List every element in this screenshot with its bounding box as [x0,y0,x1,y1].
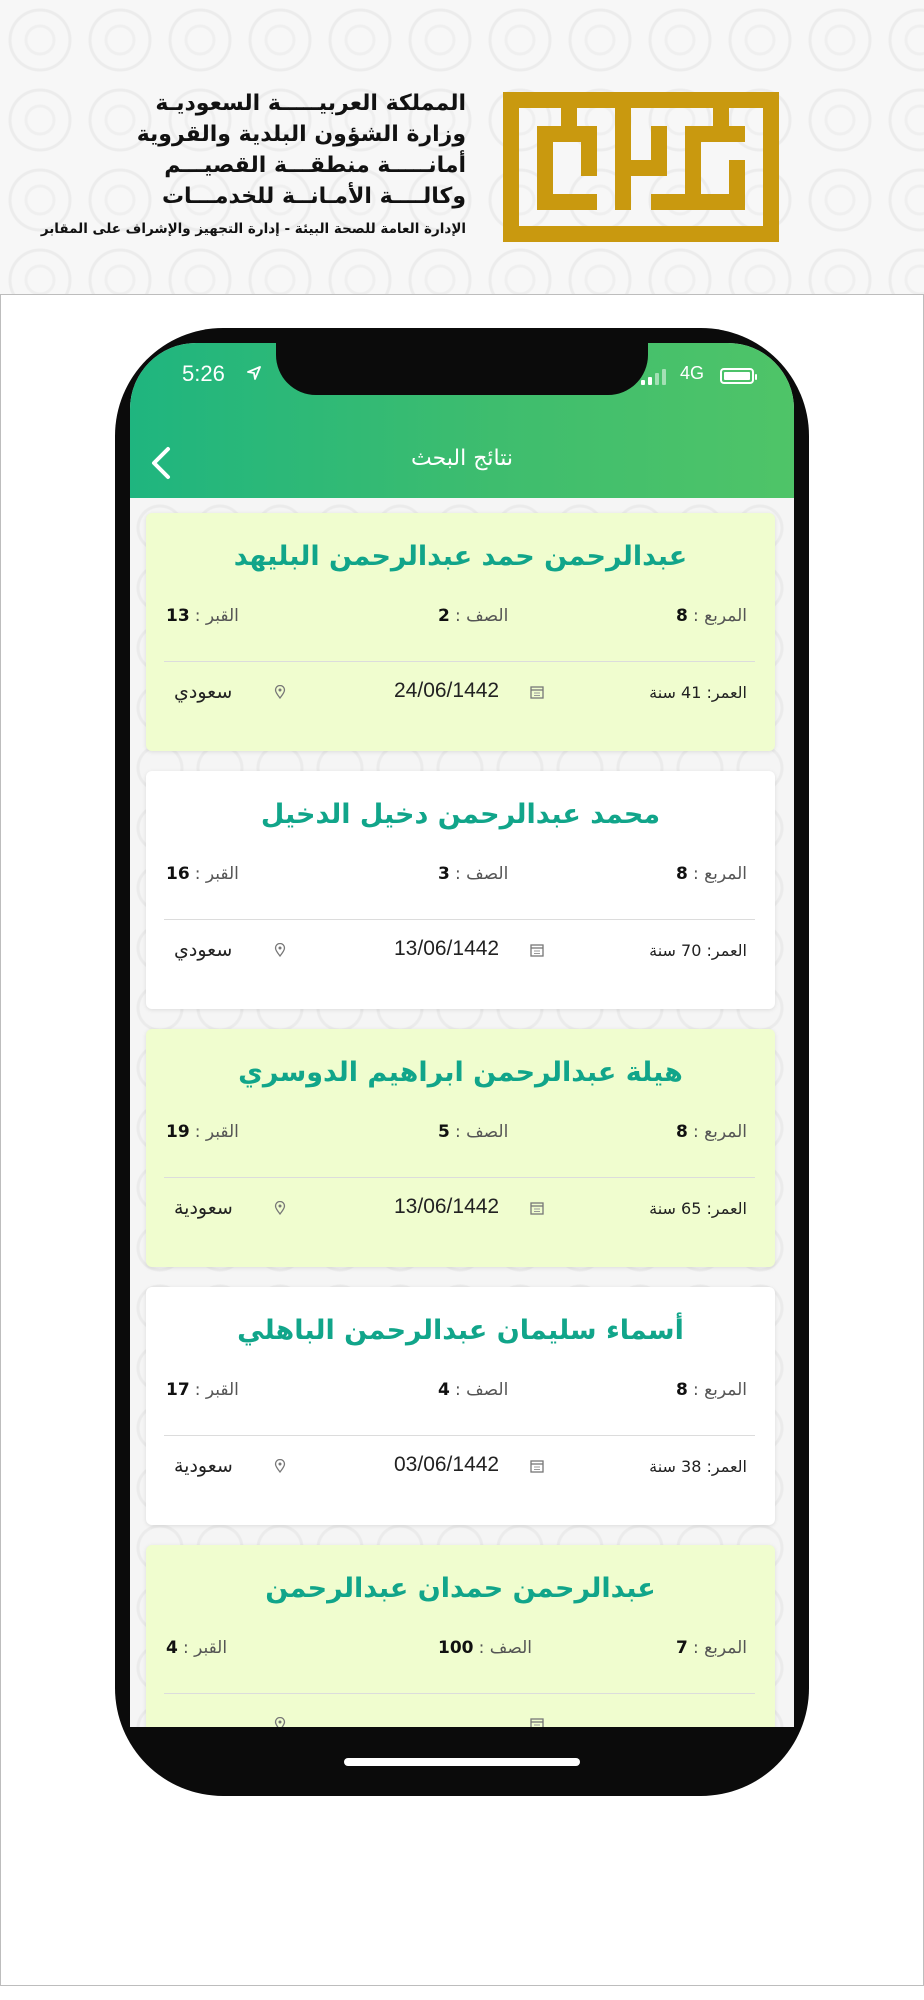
battery-icon [720,368,754,384]
grave-field [166,606,239,626]
block-value: 8 [676,1380,688,1400]
burial-date: 24/06/1442 [394,679,500,702]
block-label: المربع : [692,864,747,884]
block-field [676,864,747,884]
divider [164,1435,755,1436]
grave-label: القبر : [194,864,239,884]
grave-field [166,1380,239,1400]
grave-value: 4 [166,1638,178,1658]
page-title: نتائج البحث [410,446,514,471]
block-label: المربع : [692,1380,747,1400]
details-row [146,675,775,715]
grave-value: 13 [166,606,190,626]
calendar-icon [530,1201,544,1215]
row-label: الصف : [454,1380,509,1400]
row-value: 5 [438,1122,450,1142]
details-row [146,933,775,973]
qassim-logo-icon [503,92,779,242]
deceased-name: محمد عبدالرحمن دخيل الدخيل [260,799,661,830]
grave-label: القبر : [182,1638,228,1658]
header-line-2: وزارة الشؤون البلدية والقروية [136,122,466,147]
location-pin-icon [274,1717,286,1727]
details-row [146,1449,775,1489]
divider [164,1177,755,1178]
row-label: الصف : [454,864,509,884]
block-value: 7 [676,1638,688,1658]
location-arrow-icon [246,365,262,381]
block-field [676,606,747,626]
row-value: 4 [438,1380,450,1400]
grave-value: 17 [166,1380,190,1400]
row-value: 3 [438,864,450,884]
grave-field [166,1122,239,1142]
grave-label: القبر : [194,1380,239,1400]
block-value: 8 [676,606,688,626]
grave-label: القبر : [194,1122,239,1142]
details-row [146,1707,775,1727]
result-card[interactable] [146,1029,775,1267]
block-field [676,1638,747,1658]
location-row [146,1380,775,1410]
block-field [676,1122,747,1142]
location-row [146,1122,775,1152]
header-line-3: أمانـــــة منطقـــة القصيـــم [164,153,466,178]
block-field [676,1380,747,1400]
divider [164,919,755,920]
block-label: المربع : [692,1122,747,1142]
calendar-icon [530,1717,544,1727]
result-card[interactable] [146,771,775,1009]
row-label: الصف : [454,1122,509,1142]
network-type: 4G [680,363,705,383]
deceased-name: هيلة عبدالرحمن ابراهيم الدوسري [238,1057,683,1088]
signal-icon [641,369,671,385]
app-bar [130,343,794,498]
row-field [438,1380,508,1400]
row-field [438,1122,508,1142]
nationality-text: سعودي [174,681,233,703]
age-text: العمر: 38 سنة [649,1457,747,1476]
row-label: الصف : [478,1638,532,1658]
grave-value: 19 [166,1122,190,1142]
header-text [40,88,466,242]
row-value: 2 [438,606,450,626]
burial-date: 03/06/1442 [394,1453,500,1476]
row-value: 100 [438,1638,474,1658]
row-field [438,606,508,626]
location-pin-icon [274,1201,286,1215]
block-label: المربع : [692,606,747,626]
age-text: العمر: 65 سنة [649,1199,747,1218]
header-subline: الإدارة العامة للصحة البيئة - إدارة التجهيز والإشراف على المقابر [40,221,466,237]
block-label: المربع : [692,1638,747,1658]
app-screen [130,343,794,1727]
grave-value: 16 [166,864,190,884]
result-card[interactable] [146,513,775,751]
deceased-name: أسماء سليمان عبدالرحمن الباهلي [237,1315,684,1346]
row-field [438,864,508,884]
location-pin-icon [274,943,286,957]
grave-field [166,864,239,884]
row-label: الصف : [454,606,509,626]
result-card[interactable] [146,1545,775,1727]
deceased-name: عبدالرحمن حمدان عبدالرحمن [265,1573,656,1604]
header-line-4: وكالــــة الأمـانــة للخدمـــات [161,184,466,209]
phone-notch [276,343,648,395]
location-pin-icon [274,685,286,699]
location-row [146,606,775,636]
calendar-icon [530,943,544,957]
grave-label: القبر : [194,606,239,626]
details-row [146,1191,775,1231]
age-text: العمر: 70 سنة [649,941,747,960]
row-field [438,1638,532,1658]
divider [164,661,755,662]
header-line-1: المملكة العربيـــــة السعوديـة [155,91,466,116]
calendar-icon [530,1459,544,1473]
location-row [146,864,775,894]
location-pin-icon [274,1459,286,1473]
calendar-icon [530,685,544,699]
nationality-text: سعودية [174,1455,233,1477]
status-time: 5:26 [182,361,225,386]
header-banner [0,0,924,294]
block-value: 8 [676,1122,688,1142]
result-card[interactable] [146,1287,775,1525]
age-text: العمر: 41 سنة [649,683,747,702]
nationality-text: سعودية [174,1197,233,1219]
burial-date: 13/06/1442 [394,1195,500,1218]
block-value: 8 [676,864,688,884]
home-indicator[interactable] [344,1758,580,1766]
divider [164,1693,755,1694]
burial-date: 13/06/1442 [394,937,500,960]
grave-field [166,1638,227,1658]
location-row [146,1638,775,1668]
deceased-name: عبدالرحمن حمد عبدالرحمن البليهد [233,541,688,572]
nationality-text: سعودي [174,939,233,961]
